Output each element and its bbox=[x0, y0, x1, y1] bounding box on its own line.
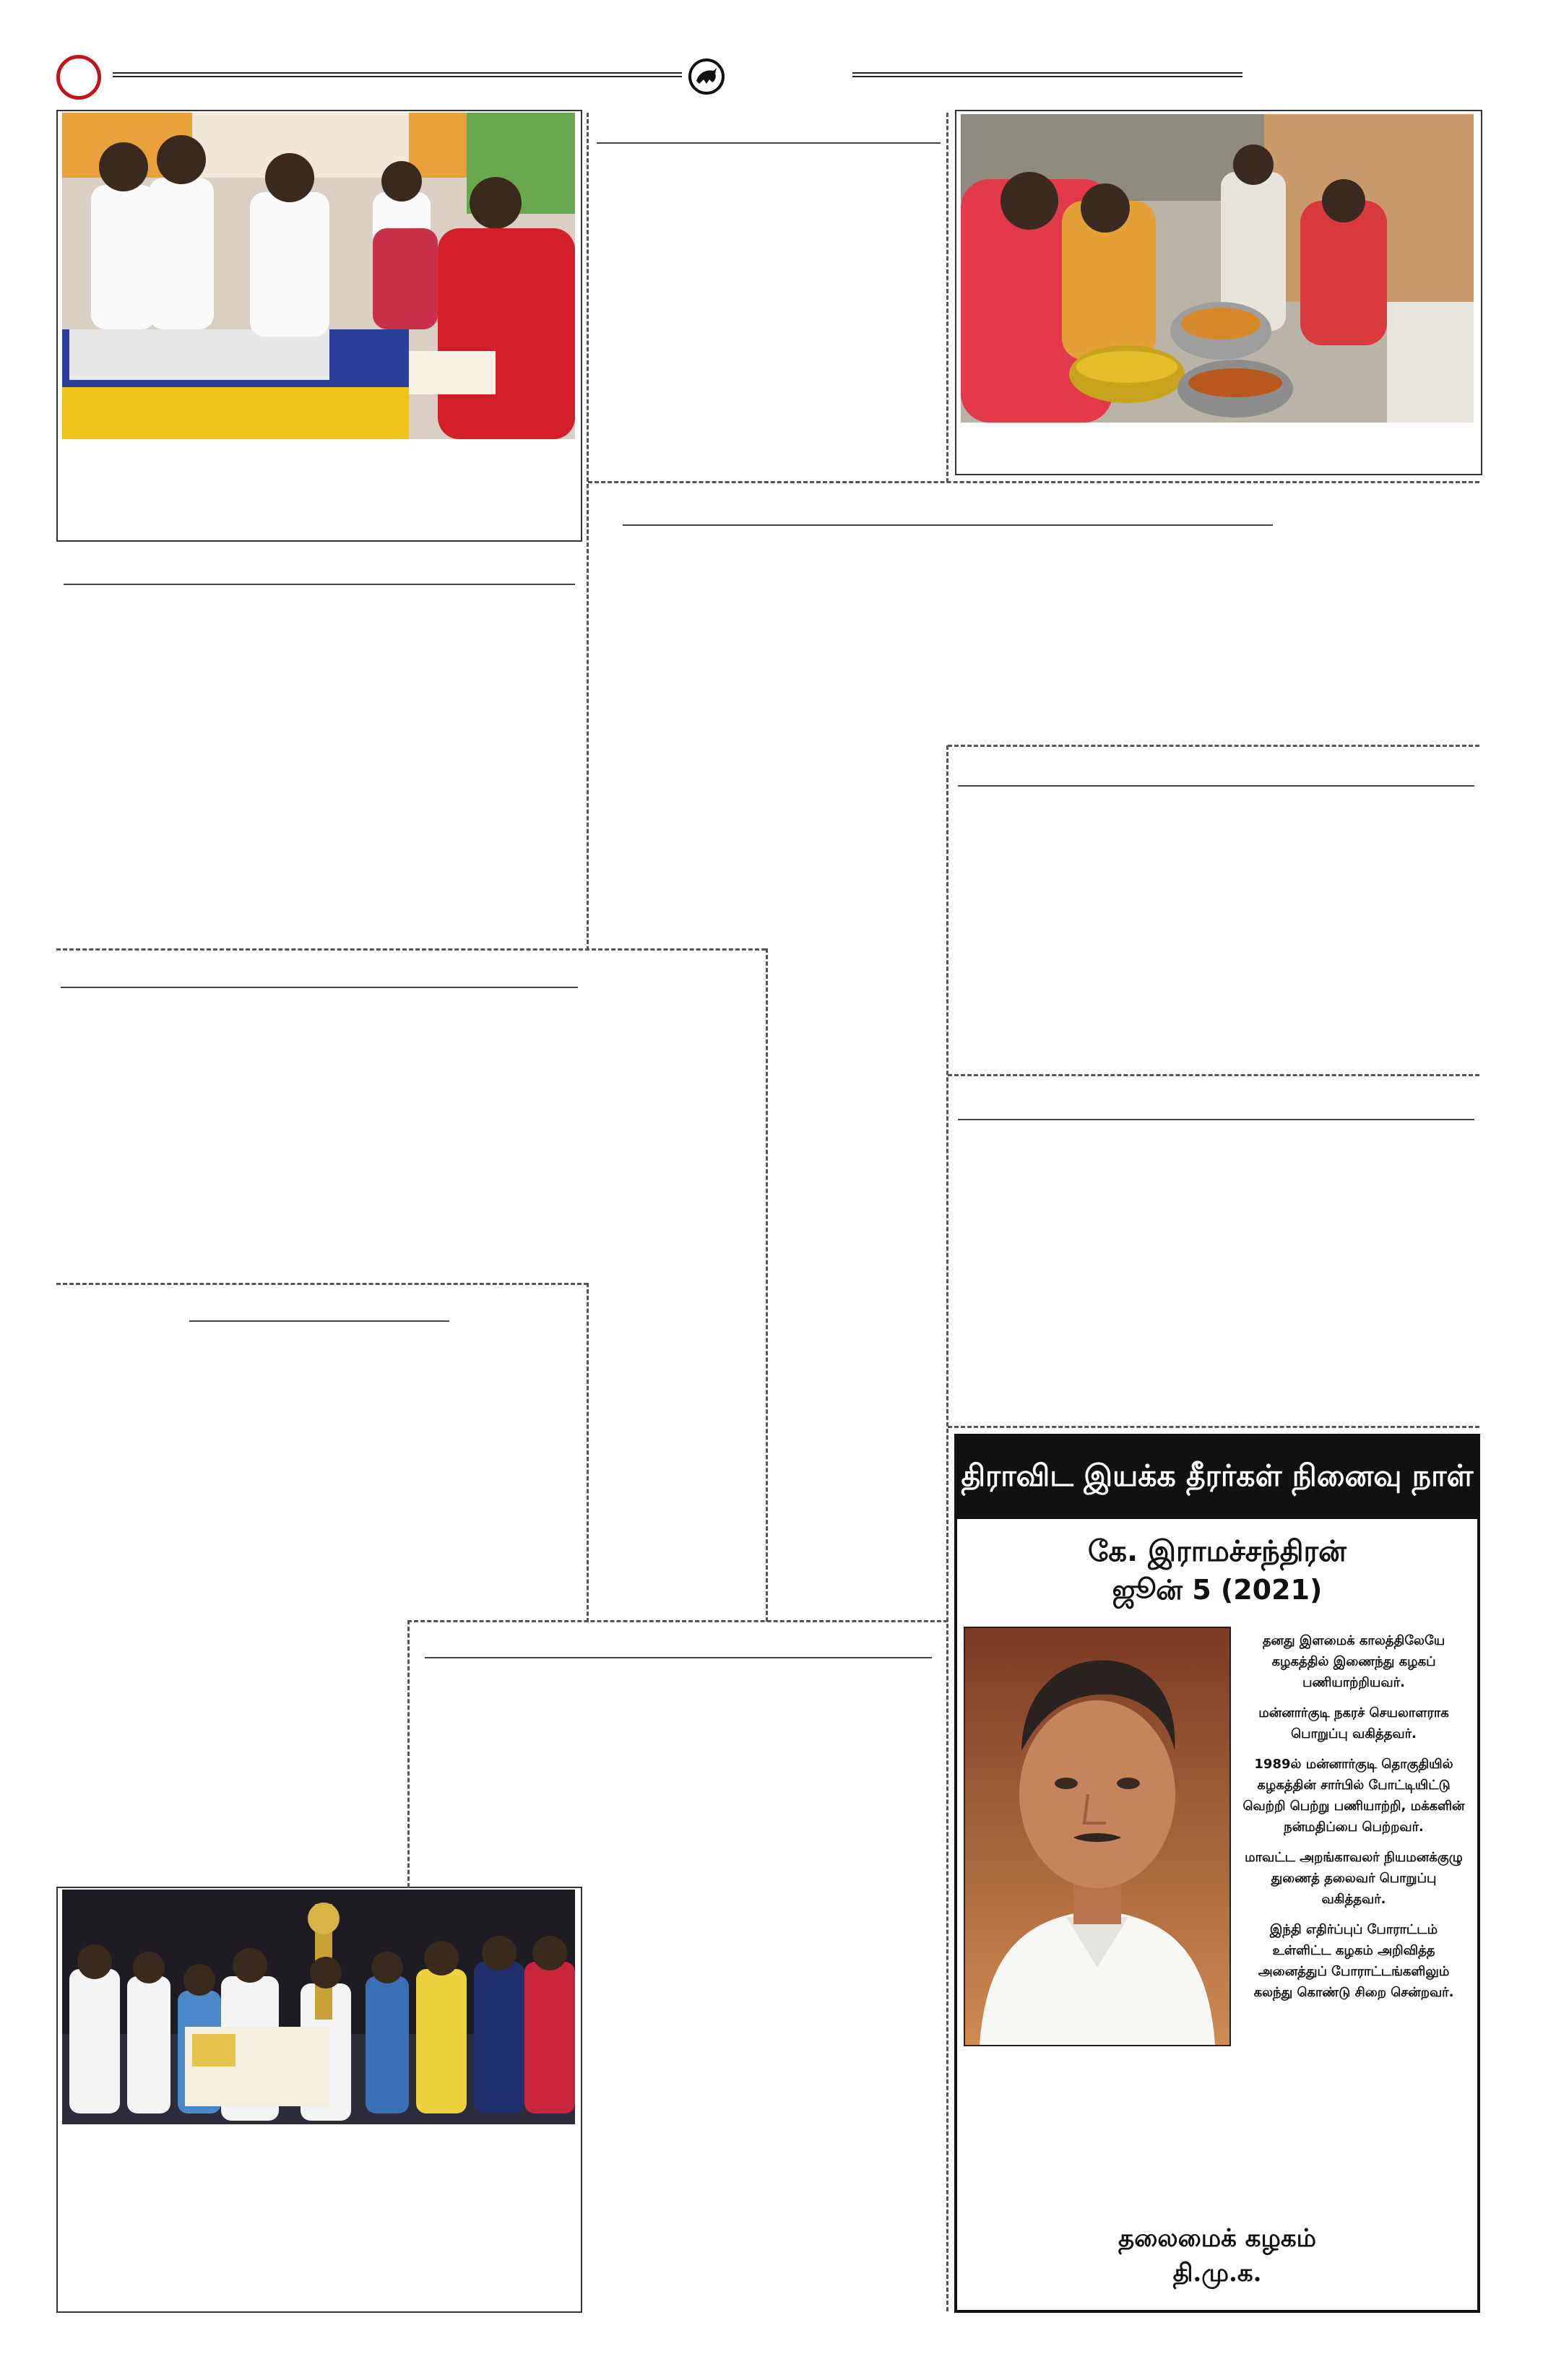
bio-paragraph: மாவட்ட அறங்காவலர் நியமனக்குழு துணைத் தலைவர் பொறுப்பு வகித்தவர். bbox=[1245, 1850, 1463, 1907]
headline-rule-left-1 bbox=[64, 584, 575, 585]
bio-paragraph: 1989ல் மன்னார்குடி தொகுதியில் கழகத்தின் சார்பில் போட்டியிட்டு வெற்றி பெற்று பணியாற்றி, மக்களின் நன்மதிப்பை பெற்றவர். bbox=[1242, 1757, 1465, 1835]
divider-h-3 bbox=[948, 1074, 1479, 1076]
headline-rule-col2-top bbox=[597, 142, 941, 144]
divider-v-5 bbox=[587, 1283, 589, 1622]
headline-rule-left-2 bbox=[61, 987, 578, 988]
memorial-footer-org: தலைமைக் கழகம் bbox=[1118, 2224, 1316, 2253]
divider-v-3 bbox=[946, 745, 948, 2311]
page-number-badge bbox=[56, 55, 101, 100]
header-rule-left bbox=[113, 72, 682, 77]
divider-h-7 bbox=[407, 1620, 948, 1622]
cooking-volunteers-photo bbox=[961, 114, 1474, 423]
distribution-event-photo bbox=[62, 113, 575, 439]
divider-v-4 bbox=[766, 948, 768, 1622]
sports-trophy-group-photo bbox=[62, 1890, 575, 2124]
memorial-footer-party: தி.மு.க. bbox=[1172, 2259, 1262, 2288]
memorial-date: ஜூன் 5 (2021) bbox=[1112, 1574, 1323, 1606]
memorial-heading: திராவிட இயக்க தீரர்கள் நினைவு நாள் bbox=[957, 1437, 1477, 1519]
bio-paragraph: தனது இளமைக் காலத்திலேயே கழகத்தில் இணைந்து கழகப் பணியாற்றியவர். bbox=[1262, 1633, 1445, 1690]
divider-h-4 bbox=[948, 1426, 1479, 1428]
headline-rule-right-1 bbox=[958, 785, 1474, 787]
divider-v-2 bbox=[946, 113, 948, 483]
divider-h-6 bbox=[56, 1283, 588, 1285]
headline-rule-center bbox=[425, 1657, 932, 1658]
bio-paragraph: மன்னார்குடி நகரச் செயலாளராக பொறுப்பு வகித்தவர். bbox=[1258, 1705, 1449, 1741]
bio-paragraph: இந்தி எதிர்ப்புப் போராட்டம் உள்ளிட்ட கழகம் அறிவித்த அனைத்துப் போராட்டங்களிலும் கலந்து கொண்டு சிறை சென்றவர். bbox=[1253, 1922, 1454, 2000]
memorial-bio bbox=[1239, 1630, 1469, 2012]
divider-h-1 bbox=[588, 481, 1479, 483]
divider-h-2 bbox=[948, 745, 1479, 747]
memorial-portrait-photo bbox=[964, 1627, 1231, 2046]
divider-v-1 bbox=[587, 113, 589, 951]
headline-rule-right-2 bbox=[958, 1119, 1474, 1120]
party-emblem-icon bbox=[688, 58, 725, 95]
divider-h-5 bbox=[56, 948, 766, 951]
headline-rule-wide bbox=[623, 524, 1273, 526]
memorial-name: கே. இராமச்சந்திரன் bbox=[1088, 1535, 1347, 1568]
memorial-notice bbox=[954, 1434, 1480, 2313]
headline-rule-left-3 bbox=[189, 1320, 449, 1322]
divider-v-6 bbox=[407, 1620, 410, 1887]
header-rule-right bbox=[852, 72, 1242, 77]
